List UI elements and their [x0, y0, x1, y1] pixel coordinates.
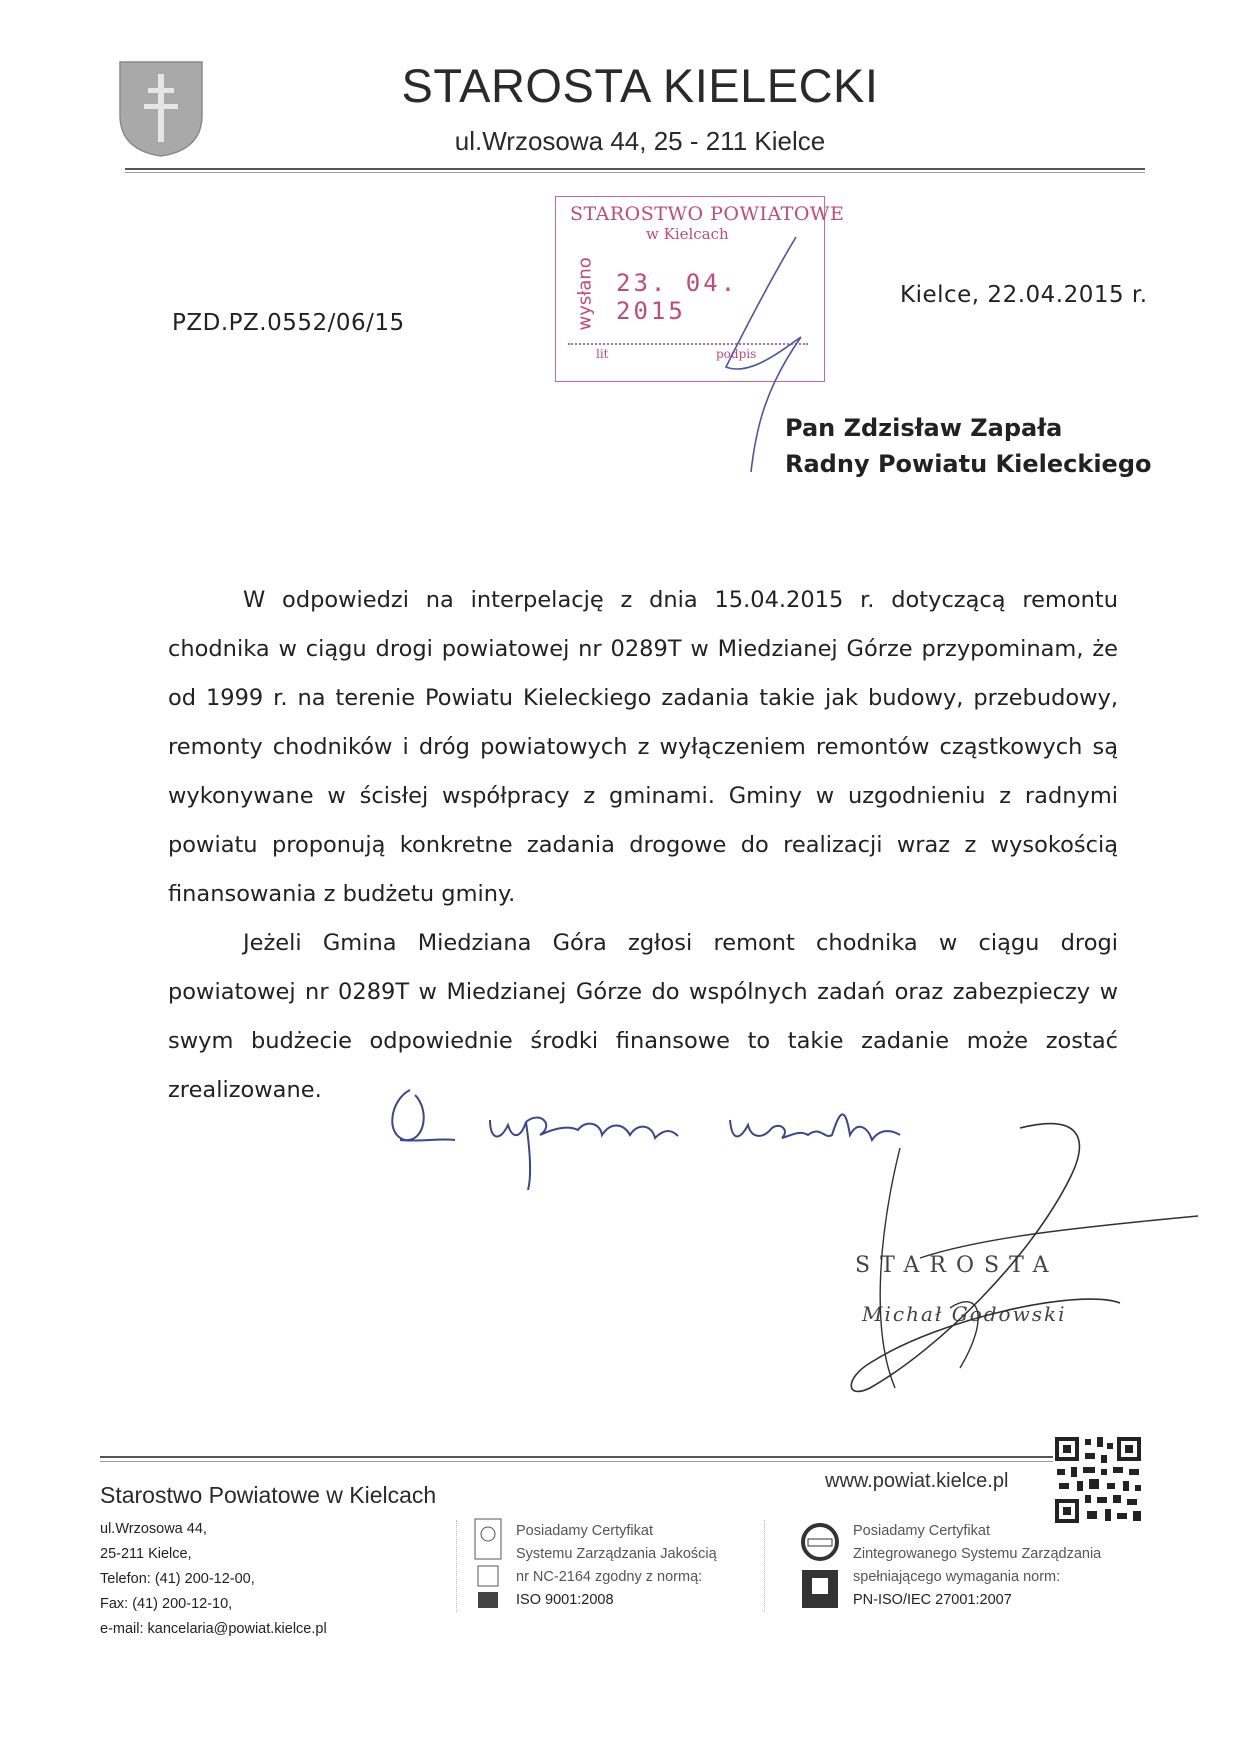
qr-code-icon	[1053, 1435, 1143, 1525]
contact-email[interactable]: e-mail: kancelaria@powiat.kielce.pl	[100, 1621, 327, 1637]
cert2-line: Posiadamy Certyfikat	[853, 1523, 990, 1539]
signatory-title: STAROSTA	[855, 1253, 1059, 1278]
footer-divider	[100, 1456, 1100, 1458]
contact-postcode: 25-211 Kielce,	[100, 1546, 192, 1562]
cert2-line: Zintegrowanego Systemu Zarządzania	[853, 1546, 1102, 1562]
received-stamp	[555, 196, 845, 382]
coat-of-arms-icon	[118, 60, 204, 158]
iqnet-certificate-logo-icon	[800, 1522, 840, 1610]
cert1-line: Posiadamy Certyfikat	[516, 1523, 653, 1539]
body-paragraph: Jeżeli Gmina Miedziana Góra zgłosi remont chodnika w ciągu drogi powiatowej nr 0289T w Miedzianej Górze do wspólnych zadań oraz zabezpieczy w swym budżecie odpowiednie środki finansowe to takie zadanie może zostać zrealizowane.	[168, 930, 1118, 1103]
recipient-role: Radny Powiatu Kieleckiego	[785, 450, 1152, 478]
contact-fax: Fax: (41) 200-12-10,	[100, 1596, 233, 1612]
stamp-city: w Kielcach	[646, 225, 729, 243]
stamp-date: 23. 04. 2015	[616, 269, 739, 325]
recipient-name: Pan Zdzisław Zapała	[785, 414, 1063, 442]
header-address: ul.Wrzosowa 44, 25 - 211 Kielce	[454, 126, 826, 156]
pca-certificate-logo-icon	[474, 1518, 502, 1610]
footer-contact	[100, 1517, 327, 1642]
signatory-name: Michał Godowski	[862, 1302, 1067, 1326]
cert2-standard: PN-ISO/IEC 27001:2007	[853, 1592, 1012, 1608]
cert2-line: spełniającego wymagania norm:	[853, 1569, 1061, 1585]
website-link[interactable]: www.powiat.kielce.pl	[825, 1470, 1009, 1492]
stamp-label-lit: lit	[596, 347, 609, 361]
footer-divider-thin	[100, 1461, 1100, 1462]
place-and-date: Kielce, 22.04.2015 r.	[900, 282, 1148, 308]
header-divider	[125, 168, 1145, 170]
reference-number: PZD.PZ.0552/06/15	[172, 310, 405, 336]
stamp-office-name: STAROSTWO POWIATOWE	[570, 203, 845, 225]
letter-body	[168, 576, 1118, 1115]
signature-scribble-icon	[820, 1108, 1200, 1408]
cert1-standard: ISO 9001:2008	[516, 1592, 614, 1608]
cert1-line: Systemu Zarządzania Jakością	[516, 1546, 717, 1562]
contact-phone: Telefon: (41) 200-12-00,	[100, 1571, 255, 1587]
contact-street: ul.Wrzosowa 44,	[100, 1521, 207, 1537]
page-title: STAROSTA KIELECKI	[401, 59, 879, 112]
footer-column-divider	[764, 1520, 765, 1612]
stamp-sent-label: wysłano	[574, 257, 596, 331]
quality-certificate-info	[516, 1520, 717, 1612]
footer-column-divider	[456, 1520, 457, 1612]
header-divider-thin	[125, 172, 1145, 173]
footer-organization: Starostwo Powiatowe w Kielcach	[100, 1482, 437, 1508]
cert1-line: nr NC-2164 zgodny z normą:	[516, 1569, 703, 1585]
body-paragraph: W odpowiedzi na interpelację z dnia 15.04.2015 r. dotyczącą remontu chodnika w ciągu drogi powiatowej nr 0289T w Miedzianej Górze przypominam, że od 1999 r. na terenie Powiatu Kieleckiego zadania takie jak budowy, przebudowy, remonty chodników i dróg powiatowych z wyłączeniem remontów cząstkowych są wykonywane w ścisłej współpracy z gminami. Gminy w uzgodnieniu z radnymi powiatu proponują konkretne zadania drogowe do realizacji wraz z wysokością finansowania z budżetu gminy.	[168, 587, 1118, 907]
stamp-label-signature: podpis	[716, 347, 757, 361]
integrated-certificate-info	[853, 1520, 1101, 1612]
